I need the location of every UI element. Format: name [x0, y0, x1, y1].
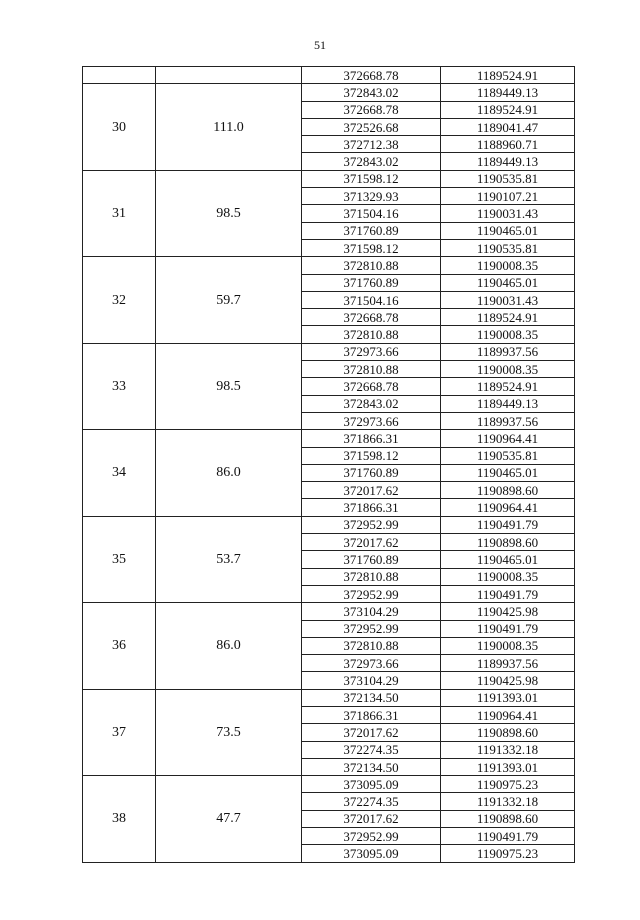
x-coordinate-cell: 372668.78	[302, 101, 441, 118]
page-number: 51	[314, 38, 326, 52]
x-coordinate-cell: 371760.89	[302, 551, 441, 568]
table-row	[83, 84, 575, 101]
table-row	[83, 516, 575, 533]
x-coordinate-cell: 371760.89	[302, 222, 441, 239]
y-coordinate-cell: 1189524.91	[441, 101, 575, 118]
y-coordinate-cell: 1190465.01	[441, 551, 575, 568]
x-coordinate-cell: 373104.29	[302, 672, 441, 689]
x-coordinate-cell: 372952.99	[302, 516, 441, 533]
x-coordinate-cell: 371760.89	[302, 274, 441, 291]
y-coordinate-cell: 1189524.91	[441, 378, 575, 395]
x-coordinate-cell: 372810.88	[302, 326, 441, 343]
x-coordinate-cell: 372668.78	[302, 378, 441, 395]
coordinates-table	[82, 66, 575, 863]
x-coordinate-cell: 373095.09	[302, 776, 441, 793]
x-coordinate-cell: 371760.89	[302, 464, 441, 481]
y-coordinate-cell: 1190964.41	[441, 499, 575, 516]
y-coordinate-cell: 1190008.35	[441, 326, 575, 343]
table-row	[83, 689, 575, 706]
y-coordinate-cell: 1189449.13	[441, 84, 575, 101]
x-coordinate-cell: 371866.31	[302, 499, 441, 516]
x-coordinate-cell: 372843.02	[302, 84, 441, 101]
y-coordinate-cell: 1190898.60	[441, 724, 575, 741]
y-coordinate-cell: 1190535.81	[441, 239, 575, 256]
x-coordinate-cell: 372017.62	[302, 724, 441, 741]
x-coordinate-cell: 372134.50	[302, 758, 441, 775]
y-coordinate-cell: 1191393.01	[441, 758, 575, 775]
y-coordinate-cell: 1191393.01	[441, 689, 575, 706]
plot-area-cell: 53.7	[156, 516, 302, 602]
x-coordinate-cell: 371598.12	[302, 170, 441, 187]
x-coordinate-cell: 372668.78	[302, 67, 441, 84]
y-coordinate-cell: 1190008.35	[441, 361, 575, 378]
x-coordinate-cell: 372952.99	[302, 620, 441, 637]
y-coordinate-cell: 1190008.35	[441, 257, 575, 274]
x-coordinate-cell: 372810.88	[302, 637, 441, 654]
x-coordinate-cell: 372134.50	[302, 689, 441, 706]
y-coordinate-cell: 1190107.21	[441, 188, 575, 205]
plot-number-cell: 30	[83, 84, 156, 170]
y-coordinate-cell: 1189937.56	[441, 343, 575, 360]
x-coordinate-cell: 372810.88	[302, 568, 441, 585]
x-coordinate-cell: 372017.62	[302, 534, 441, 551]
plot-area-cell	[156, 67, 302, 84]
x-coordinate-cell: 371866.31	[302, 706, 441, 723]
table-row	[83, 603, 575, 620]
y-coordinate-cell: 1190491.79	[441, 620, 575, 637]
y-coordinate-cell: 1190964.41	[441, 706, 575, 723]
x-coordinate-cell: 372810.88	[302, 361, 441, 378]
table-row	[83, 257, 575, 274]
x-coordinate-cell: 371504.16	[302, 291, 441, 308]
plot-area-cell: 47.7	[156, 776, 302, 862]
y-coordinate-cell: 1190535.81	[441, 170, 575, 187]
plot-area-cell: 86.0	[156, 603, 302, 689]
plot-number-cell: 38	[83, 776, 156, 862]
plot-area-cell: 73.5	[156, 689, 302, 775]
coordinates-table-body	[83, 67, 575, 863]
plot-number-cell: 32	[83, 257, 156, 343]
y-coordinate-cell: 1190031.43	[441, 291, 575, 308]
y-coordinate-cell: 1190465.01	[441, 464, 575, 481]
plot-number-cell: 34	[83, 430, 156, 516]
x-coordinate-cell: 372274.35	[302, 793, 441, 810]
y-coordinate-cell: 1190964.41	[441, 430, 575, 447]
y-coordinate-cell: 1190031.43	[441, 205, 575, 222]
plot-number-cell	[83, 67, 156, 84]
y-coordinate-cell: 1190535.81	[441, 447, 575, 464]
y-coordinate-cell: 1189937.56	[441, 655, 575, 672]
y-coordinate-cell: 1189524.91	[441, 67, 575, 84]
y-coordinate-cell: 1188960.71	[441, 136, 575, 153]
y-coordinate-cell: 1190425.98	[441, 672, 575, 689]
y-coordinate-cell: 1189524.91	[441, 309, 575, 326]
x-coordinate-cell: 372843.02	[302, 395, 441, 412]
x-coordinate-cell: 372952.99	[302, 585, 441, 602]
plot-area-cell: 111.0	[156, 84, 302, 170]
y-coordinate-cell: 1190975.23	[441, 845, 575, 862]
x-coordinate-cell: 373104.29	[302, 603, 441, 620]
y-coordinate-cell: 1190008.35	[441, 637, 575, 654]
y-coordinate-cell: 1189041.47	[441, 118, 575, 135]
table-row	[83, 343, 575, 360]
y-coordinate-cell: 1189937.56	[441, 412, 575, 429]
x-coordinate-cell: 373095.09	[302, 845, 441, 862]
x-coordinate-cell: 372973.66	[302, 412, 441, 429]
x-coordinate-cell: 371598.12	[302, 447, 441, 464]
y-coordinate-cell: 1190898.60	[441, 810, 575, 827]
plot-area-cell: 98.5	[156, 343, 302, 429]
plot-number-cell: 33	[83, 343, 156, 429]
table-row	[83, 776, 575, 793]
y-coordinate-cell: 1189449.13	[441, 153, 575, 170]
plot-number-cell: 35	[83, 516, 156, 602]
y-coordinate-cell: 1190425.98	[441, 603, 575, 620]
y-coordinate-cell: 1190491.79	[441, 516, 575, 533]
y-coordinate-cell: 1190491.79	[441, 828, 575, 845]
plot-area-cell: 98.5	[156, 170, 302, 256]
x-coordinate-cell: 372017.62	[302, 482, 441, 499]
y-coordinate-cell: 1190491.79	[441, 585, 575, 602]
y-coordinate-cell: 1190465.01	[441, 222, 575, 239]
plot-number-cell: 31	[83, 170, 156, 256]
y-coordinate-cell: 1190898.60	[441, 534, 575, 551]
x-coordinate-cell: 372668.78	[302, 309, 441, 326]
x-coordinate-cell: 372526.68	[302, 118, 441, 135]
y-coordinate-cell: 1189449.13	[441, 395, 575, 412]
x-coordinate-cell: 371504.16	[302, 205, 441, 222]
plot-number-cell: 37	[83, 689, 156, 775]
y-coordinate-cell: 1190465.01	[441, 274, 575, 291]
x-coordinate-cell: 372973.66	[302, 343, 441, 360]
y-coordinate-cell: 1191332.18	[441, 741, 575, 758]
x-coordinate-cell: 372810.88	[302, 257, 441, 274]
y-coordinate-cell: 1191332.18	[441, 793, 575, 810]
x-coordinate-cell: 372952.99	[302, 828, 441, 845]
table-row	[83, 170, 575, 187]
x-coordinate-cell: 372712.38	[302, 136, 441, 153]
plot-number-cell: 36	[83, 603, 156, 689]
y-coordinate-cell: 1190008.35	[441, 568, 575, 585]
y-coordinate-cell: 1190975.23	[441, 776, 575, 793]
x-coordinate-cell: 372017.62	[302, 810, 441, 827]
table-row	[83, 430, 575, 447]
x-coordinate-cell: 371866.31	[302, 430, 441, 447]
x-coordinate-cell: 372973.66	[302, 655, 441, 672]
x-coordinate-cell: 371598.12	[302, 239, 441, 256]
y-coordinate-cell: 1190898.60	[441, 482, 575, 499]
plot-area-cell: 86.0	[156, 430, 302, 516]
plot-area-cell: 59.7	[156, 257, 302, 343]
x-coordinate-cell: 372843.02	[302, 153, 441, 170]
x-coordinate-cell: 372274.35	[302, 741, 441, 758]
x-coordinate-cell: 371329.93	[302, 188, 441, 205]
table-row	[83, 67, 575, 84]
